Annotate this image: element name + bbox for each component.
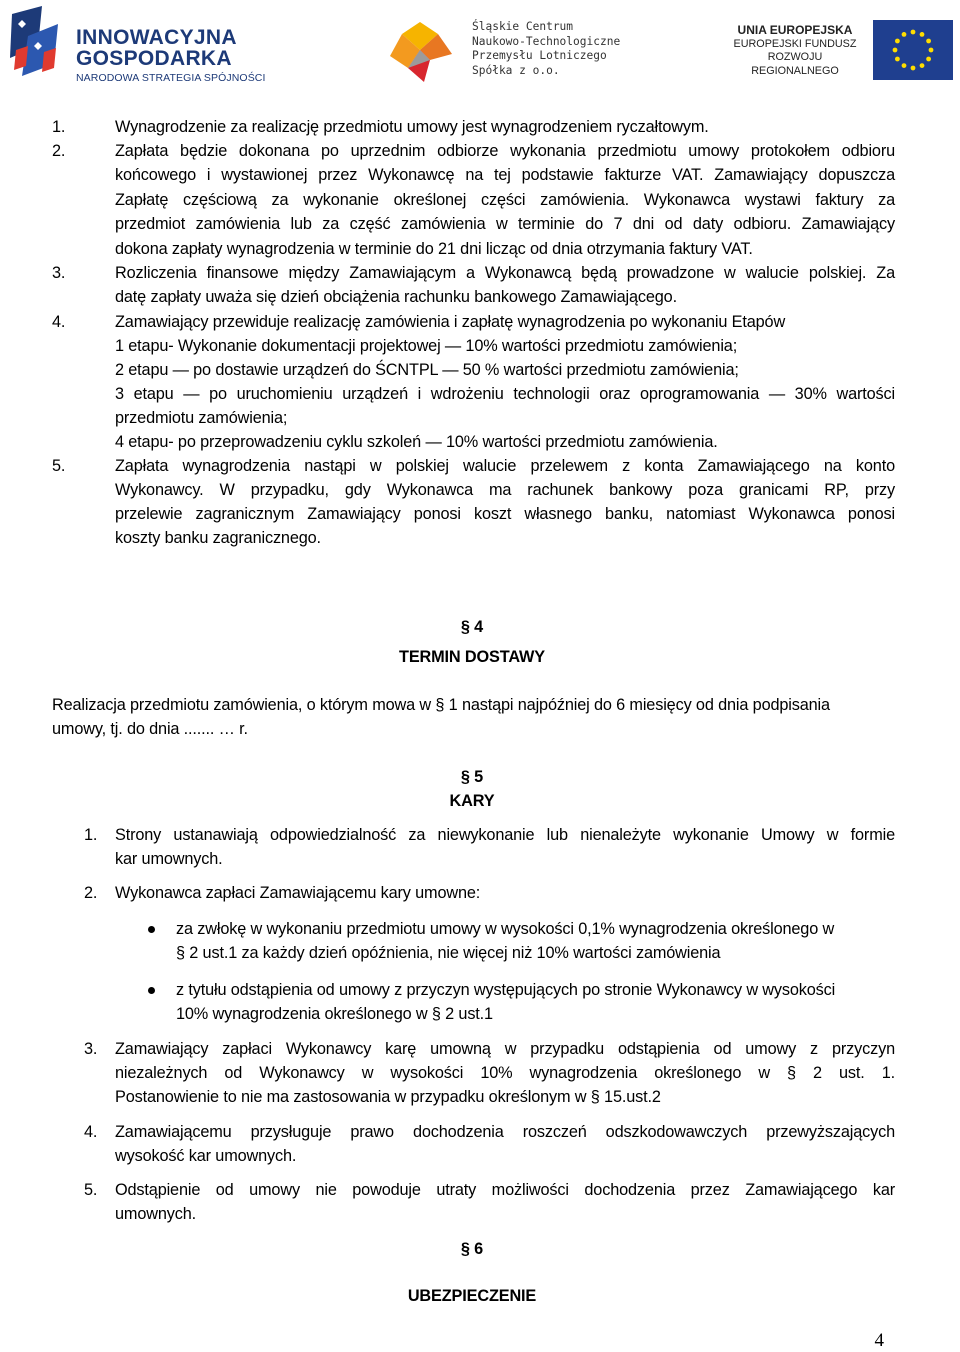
- innowacyjna-gospodarka-logo: [8, 6, 268, 86]
- list-item-line: Zamawiającemu przysługuje prawo dochodzenia roszczeń odszkodowawczych przewyższających: [115, 1123, 895, 1141]
- bullet-line: z tytułu odstąpienia od umowy z przyczyn występujących po stronie Wykonawcy w wysokości: [176, 981, 836, 999]
- page-header: [0, 0, 960, 95]
- list-item-line: koszty banku zagranicznego.: [115, 529, 321, 547]
- eu-line3: ROZWOJU REGIONALNEGO: [751, 51, 839, 77]
- list-number: 3.: [84, 1040, 98, 1058]
- section-4-symbol: § 4: [460, 618, 484, 636]
- list-item-line: Wynagrodzenie za realizację przedmiotu umowy jest wynagrodzeniem ryczałtowym.: [115, 118, 709, 136]
- ig-title-line2: GOSPODARKA: [76, 47, 232, 70]
- list-item-line: końcowego i wystawionej przez Wykonawcę na tej podstawie fakturze VAT. Zamawiający dopuszcza: [115, 166, 895, 184]
- list-item-line: Zamawiający zapłaci Wykonawcy karę umowną w przypadku odstąpienia od umowy z przyczyn: [115, 1040, 895, 1058]
- list-item-line: niezależnych od Wykonawcy w wysokości 10% wynagrodzenia określonego w § 2 ust. 1.: [115, 1064, 895, 1082]
- list-item-line: Odstąpienie od umowy nie powoduje utraty możliwości dochodzenia przez Zamawiającego kar: [115, 1181, 895, 1199]
- section-4-title: TERMIN DOSTAWY: [399, 648, 545, 666]
- list-item-line: Zapłata będzie dokonana po uprzednim odbiorze wykonania przedmiotu umowy protokołem odbioru: [115, 142, 895, 160]
- list-item-line: Zamawiający przewiduje realizację zamówienia i zapłatę wynagrodzenia po wykonaniu Etapów: [115, 313, 786, 331]
- list-item-line: datę zapłaty uważa się dzień obciążenia rachunku bankowego Zamawiającego.: [115, 288, 677, 306]
- ig-title-line1: INNOWACYJNA: [76, 26, 237, 49]
- list-item-line: wysokość kar umownych.: [115, 1147, 297, 1165]
- scntpl-name: [472, 20, 620, 78]
- list-item-line: Zapłata wynagrodzenia nastąpi w polskiej walucie przelewem z konta Zamawiającego na konto: [115, 457, 895, 475]
- paragraph-line: Realizacja przedmiotu zamówienia, o którym mowa w § 1 nastąpi najpóźniej do 6 miesięcy od dnia podpisania: [52, 696, 830, 714]
- list-item-line: 2 etapu — po dostawie urządzeń do ŚCNTPL — 50 % wartości przedmiotu zamówienia;: [115, 361, 739, 379]
- eu-flag-icon: [873, 20, 953, 80]
- paragraph-line: umowy, tj. do dnia ....... … r.: [52, 720, 248, 738]
- list-number: 1.: [52, 118, 66, 136]
- list-number: 5.: [84, 1181, 98, 1199]
- bullet-icon: [148, 926, 155, 933]
- list-item-line: przedmiotu zamówienia;: [115, 409, 288, 427]
- list-number: 4.: [52, 313, 66, 331]
- eu-logo: [724, 20, 960, 82]
- list-item-line: Zapłatę częściową za wykonanie określonej części zamówienia. Wykonawca wystawi faktury za: [115, 191, 895, 209]
- list-item-line: Postanowienie to nie ma zastosowania w przypadku określonym w § 15.ust.2: [115, 1088, 661, 1106]
- list-item-line: Wykonawcy. W przypadku, gdy Wykonawca ma rachunek bankowy poza granicami RP, przy: [115, 481, 895, 499]
- list-number: 2.: [52, 142, 66, 160]
- bullet-icon: [148, 987, 155, 994]
- list-item-line: 3 etapu — po uruchomieniu urządzeń i wdrożeniu technologii oraz oprogramowania — 30% wartości: [115, 385, 895, 403]
- bullet-line: 10% wynagrodzenia określonego w § 2 ust.1: [176, 1005, 493, 1023]
- scntpl-line: Śląskie Centrum: [472, 20, 574, 33]
- scntpl-line: Naukowo-Technologiczne: [472, 34, 621, 48]
- section-6-symbol: § 6: [460, 1240, 484, 1258]
- list-item-line: Wykonawca zapłaci Zamawiającemu kary umowne:: [115, 884, 481, 902]
- ig-subtitle: NARODOWA STRATEGIA SPÓJNOŚCI: [76, 72, 266, 84]
- list-item-line: umownych.: [115, 1205, 196, 1223]
- bullet-line: za zwłokę w wykonaniu przedmiotu umowy w wysokości 0,1% wynagrodzenia określonego w: [176, 920, 835, 938]
- list-item-line: 1 etapu- Wykonanie dokumentacji projektowej — 10% wartości przedmiotu zamówienia;: [115, 337, 738, 355]
- section-6-title: UBEZPIECZENIE: [407, 1287, 537, 1305]
- list-item-line: przelewie zagranicznym Zamawiający ponosi koszt własnego banku, natomiast Wykonawca ponosi: [115, 505, 895, 523]
- list-item-line: Rozliczenia finansowe między Zamawiającym a Wykonawcą będą prowadzone w walucie polskiej. Za: [115, 264, 895, 282]
- scntpl-logo: [386, 20, 646, 90]
- scntpl-line: Przemysłu Lotniczego: [472, 49, 607, 62]
- list-number: 1.: [84, 826, 98, 844]
- section-5-title: KARY: [449, 792, 495, 810]
- list-item-line: przedmiot zamówienia lub za część zamówienia w terminie do 7 dni od daty odbioru. Zamawiający: [115, 215, 895, 233]
- list-item-line: 4 etapu- po przeprowadzeniu cyklu szkoleń — 10% wartości przedmiotu zamówienia.: [115, 433, 718, 451]
- scntpl-logo-mark-icon: [386, 20, 454, 84]
- list-number: 2.: [84, 884, 98, 902]
- ig-logo-mark-icon: [8, 6, 72, 84]
- bullet-line: § 2 ust.1 za każdy dzień opóźnienia, nie więcej niż 10% wartości zamówienia: [176, 944, 721, 962]
- list-number: 3.: [52, 264, 66, 282]
- page-number: 4: [874, 1330, 884, 1351]
- eu-title: UNIA EUROPEJSKA: [737, 23, 853, 37]
- list-number: 5.: [52, 457, 66, 475]
- list-number: 4.: [84, 1123, 98, 1141]
- list-item-line: dokona zapłaty wynagrodzenia w terminie do 21 dni licząc od dnia otrzymania faktury VAT.: [115, 240, 753, 258]
- list-item-line: Strony ustanawiają odpowiedzialność za niewykonanie lub nienależyte wykonanie Umowy w formie: [115, 826, 895, 844]
- eu-text: [724, 24, 866, 78]
- scntpl-line: Spółka z o.o.: [472, 63, 560, 77]
- section-5-symbol: § 5: [460, 768, 484, 786]
- list-item-line: kar umownych.: [115, 850, 223, 868]
- eu-line2: EUROPEJSKI FUNDUSZ: [733, 37, 857, 50]
